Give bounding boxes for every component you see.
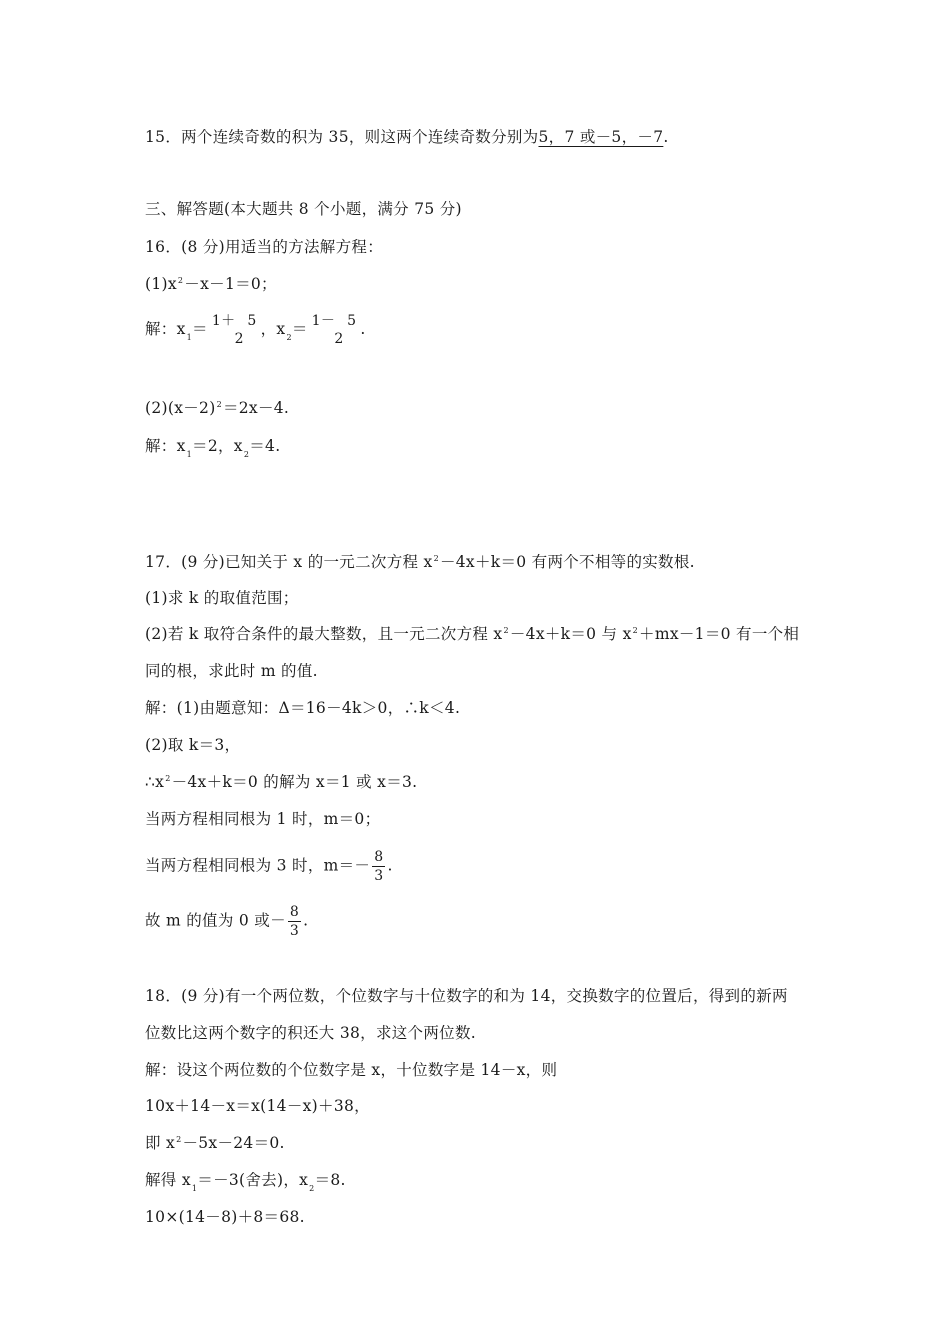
fraction: $\frac{8}{3}$ [289,904,300,939]
q17-solution1: 解：(1)由题意知：Δ＝16－4k＞0，∴k＜4. [145,699,461,717]
q18-solution1: 解：设这个两位数的个位数字是 x，十位数字是 14－x，则 [145,1061,558,1079]
q17-part2-line2: 同的根，求此时 m 的值. [145,662,318,680]
q17-solution5: 当两方程相同根为 3 时，m＝－ $\frac{8}{3}$ . [145,849,393,884]
q16-solution1: 解：$x_1=$ 1＋ 5 2 ，$x_2=$ 1－ 5 2 . [145,313,366,347]
q18-solution3: 即 $x^2-5x-24=0$. [145,1134,285,1152]
fraction: 1＋ 5 2 [211,313,257,347]
q16-solution2: 解：$x_1=2$，$x_2=4$. [145,437,281,459]
q18-solution2: 10x＋14－x＝x(14－x)＋38， [145,1097,370,1115]
q16-part1: $(1)x^2-x-1=0$； [145,275,277,293]
q15-answer: 5，7 或－5，－7 [538,128,664,146]
q17-part1: (1)求 k 的取值范围； [145,589,299,607]
question-17-title: 17．(9 分)已知关于 x 的一元二次方程 $x^2-4x+k=0$ 有两个不相等的实数根. [145,553,695,571]
question-18-line2: 位数比这两个数字的积还大 38，求这个两位数. [145,1024,476,1042]
q16-part2: $(2)(x-2)^2=2x-4$. [145,399,290,417]
q18-solution5: 10×(14－8)＋8＝68. [145,1208,305,1226]
q17-solution6: 故 m 的值为 0 或－ $\frac{8}{3}$ . [145,904,309,939]
fraction: $\frac{8}{3}$ [374,849,384,884]
question-15: 15．两个连续奇数的积为 35，则这两个连续奇数分别为5，7 或－5，－7. [145,128,669,146]
q17-solution4: 当两方程相同根为 1 时，m＝0； [145,810,381,828]
section-heading: 三、解答题(本大题共 8 个小题，满分 75 分) [145,200,462,218]
q18-solution4: 解得 $x_1=-3$(舍去)，$x_2=8$. [145,1171,346,1193]
q17-part2: (2)若 k 取符合条件的最大整数，且一元二次方程 $x^2-4x+k=0$ 与 $x^2+mx-1=0$ 有一个相 [145,625,800,643]
q17-solution2: (2)取 k＝3， [145,736,241,754]
question-16-title: 16．(8 分)用适当的方法解方程： [145,238,384,256]
question-18-line1: 18．(9 分)有一个两位数，个位数字与十位数字的和为 14，交换数字的位置后，得到的新两 [145,987,788,1005]
fraction: 1－ 5 2 [311,313,357,347]
q17-solution3: $\therefore x^2-4x+k=0$ 的解为 x＝1 或 x＝3. [145,773,418,791]
